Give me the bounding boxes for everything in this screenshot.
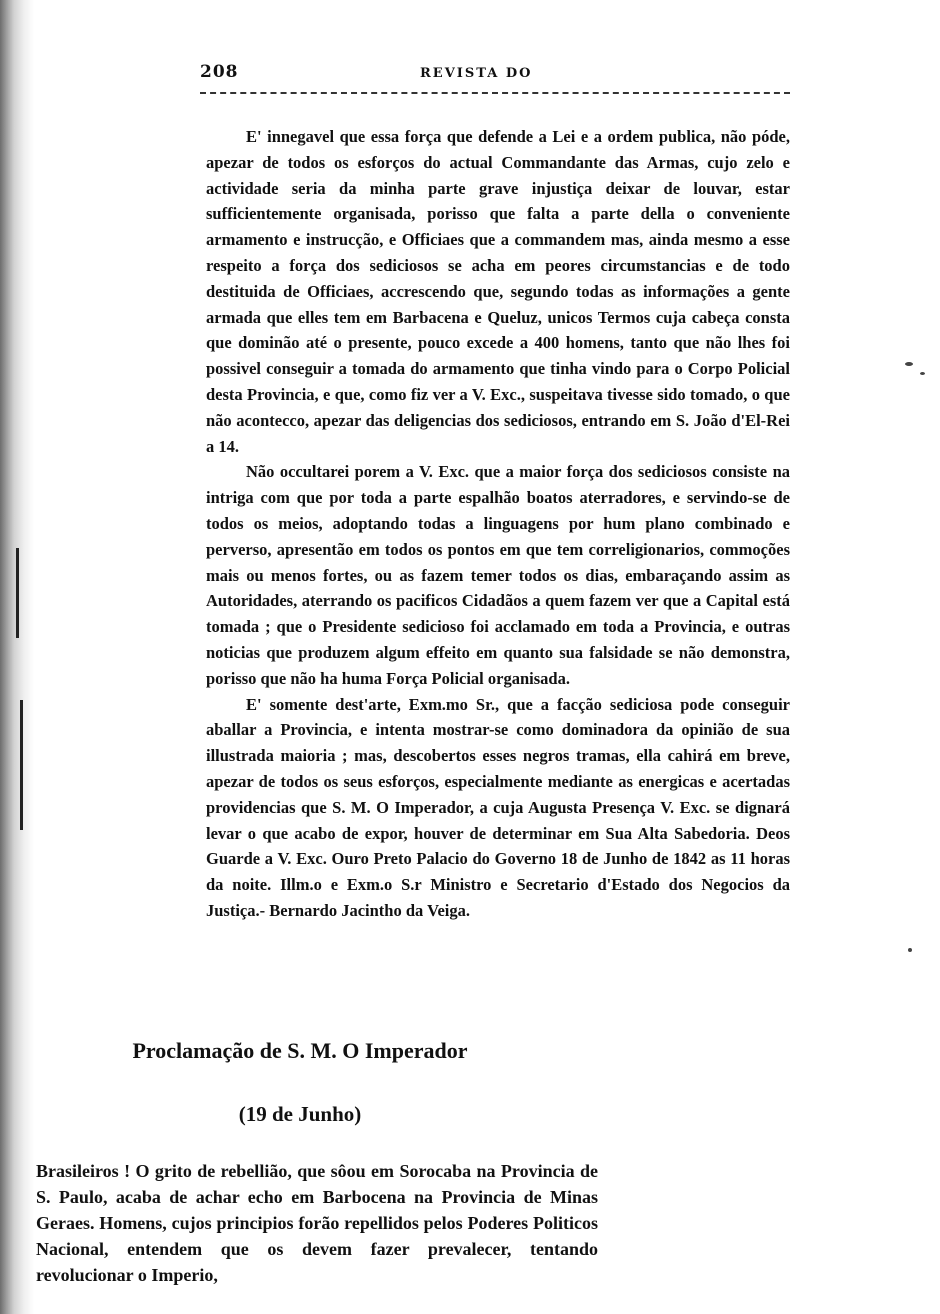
proclamation-text xyxy=(36,1158,598,1288)
paragraph: E' somente dest'arte, Exm.mo Sr., que a facção sediciosa pode conseguir aballar a Provincia, e intenta mostrar-se como dominadora da opinião de sua illustrada maioria ; mas, descobertos esses negros tramas, ella cahirá em breve, apezar de todos os seus esforços, especialmente mediante as energicas e acertadas providencias que S. M. O Imperador, a cuja Augusta Presença V. Exc. se dignará levar o que acabo de expor, houver de determinar em Sua Alta Sabedoria. Deos Guarde a V. Exc. Ouro Preto Palacio do Governo 18 de Junho de 1842 as 11 horas da noite. Illm.o e Exm.o S.r Ministro e Secretario d'Estado dos Negocios da Justiça.- Bernardo Jacintho da Veiga. xyxy=(206,694,790,920)
page-header xyxy=(200,58,792,88)
header-rule xyxy=(200,92,790,94)
paragraph: Brasileiros ! O grito de rebellião, que sôou em Sorocaba na Provincia de S. Paulo, acaba de achar echo em Barbocena na Provincia de Minas Geraes. Homens, cujos principios forão repellidos pelos Poderes Politicos Nacional, entendem que os devem fazer prevalecer, tentando revolucionar o Imperio, xyxy=(36,1161,598,1285)
scan-speck xyxy=(905,362,913,366)
binding-mark xyxy=(16,548,19,638)
letter-body xyxy=(206,124,790,924)
scan-speck xyxy=(920,372,925,375)
scan-speck xyxy=(908,948,912,952)
paragraph: Não occultarei porem a V. Exc. que a maior força dos sediciosos consiste na intriga com que por toda a parte espalhão boatos aterradores, e servindo-se de todos os meios, adoptando todas a linguagens por hum plano combinado e perverso, apresentão em todos os pontos em que tem correligionarios, commoções mais ou menos fortes, ou as fazem temer todos os dias, embaraçando assim as Autoridades, aterrando os pacificos Cidadãos a quem fazem ver que a Capital está tomada ; que o Presidente sedicioso foi acclamado em toda a Provincia, e outras noticias que produzem algum effeito em quanto sua falsidade se não demonstra, porisso que não ha huma Força Policial organisada. xyxy=(206,462,790,688)
page-number: 208 xyxy=(200,62,239,82)
section-title: Proclamação de S. M. O Imperador xyxy=(132,1038,468,1063)
section-date: (19 de Junho) xyxy=(238,1102,362,1126)
document-page xyxy=(200,58,792,920)
paragraph: E' innegavel que essa força que defende a Lei e a ordem publica, não póde, apezar de todos os esforços do actual Commandante das Armas, cujo zelo e actividade seria da minha parte grave injustiça deixar de louvar, estar sufficientemente organisada, porisso que falta a parte della o conveniente armamento e instrucção, e Officiaes que a commandem mas, ainda mesmo a esse respeito a força dos sediciosos se acha em peores circumstancias e de todo destituida de Officiaes, accrescendo que, segundo todas as informações a gente armada que elles tem em Barbacena e Queluz, unicos Termos cuja cabeça consta que dominão até o presente, pouco excede a 400 homens, tanto que não lhes foi possivel conseguir a tomada do armamento que tinha vindo para o Corpo Policial desta Provincia, e que, como fiz ver a V. Exc., suspeitava tivesse sido tomado, o que não acontecco, apezar das deligencias dos sediciosos, entrando em S. João d'El-Rei a 14. xyxy=(206,127,790,456)
running-head: REVISTA DO xyxy=(420,66,533,81)
binding-mark xyxy=(20,700,23,830)
